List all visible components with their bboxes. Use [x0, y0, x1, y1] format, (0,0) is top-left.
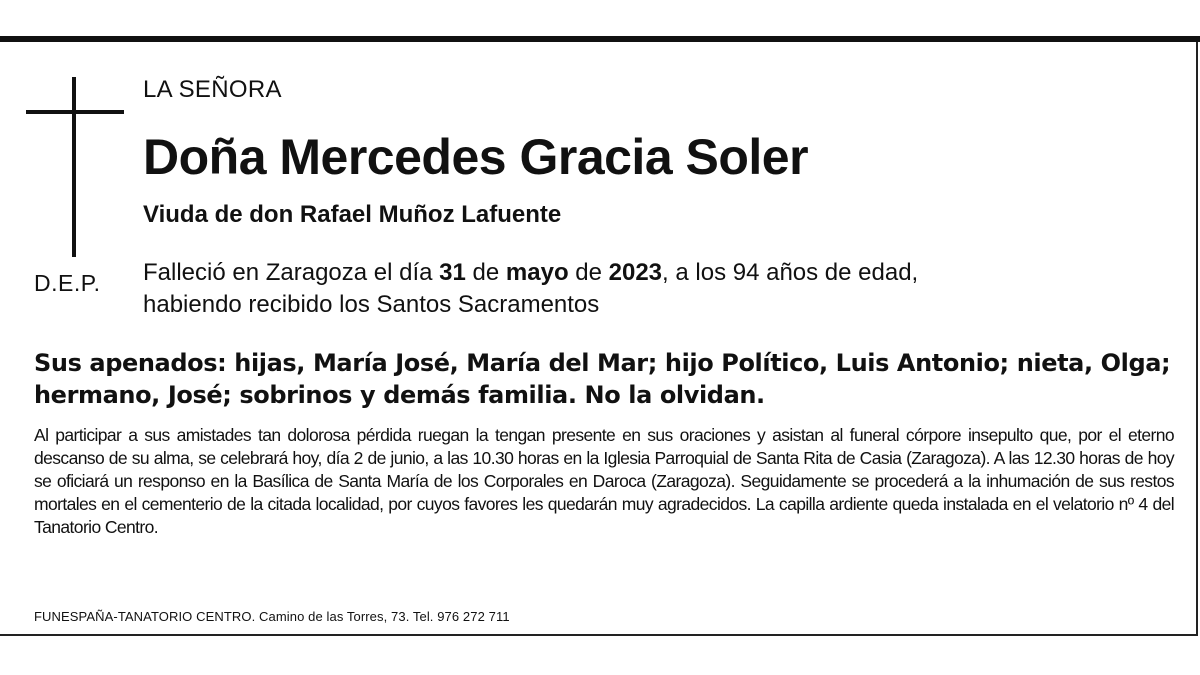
honorific: LA SEÑORA	[143, 76, 282, 103]
mourners-paragraph: Sus apenados: hijas, María José, María del Mar; hijo Político, Luis Antonio; nieta, Olga; hermano, José; sobrinos y demás familia. No la olvidan.	[34, 349, 1171, 409]
cross-horizontal-bar	[26, 110, 124, 114]
widow-of-line: Viuda de don Rafael Muñoz Lafuente	[143, 201, 562, 228]
funeral-details-paragraph: Al participar a sus amistades tan dolorosa pérdida ruegan la tengan presente en sus oraciones y asistan al funeral córpore insepulto que, por el eterno descanso de su alma, se celebrará hoy, día 2 de junio, a las 10.30 horas en la Iglesia Parroquial de Santa Rita de Casia (Zaragoza). A las 12.30 horas de hoy se oficiará un responso en la Basílica de Santa María de los Corporales en Daroca (Zaragoza). Seguidamente se procederá a la inhumación de sus restos mortales en el cementerio de la citada localidad, por cuyos favores les quedarán muy agradecidos. La capilla ardiente queda instalada en el velatorio nº 4 del Tanatorio Centro.	[34, 425, 1174, 537]
death-month: mayo	[505, 259, 569, 286]
death-details	[143, 257, 1163, 321]
death-text-2: de	[465, 259, 506, 286]
funeral-home-footer: FUNESPAÑA-TANATORIO CENTRO. Camino de las Torres, 73. Tel. 976 272 711	[34, 609, 510, 624]
deceased-name: Doña Mercedes Gracia Soler	[143, 129, 809, 185]
death-text-4: , a los 94 años de edad,	[662, 259, 919, 286]
death-year: 2023	[608, 259, 663, 286]
sacraments-line: habiendo recibido los Santos Sacramentos	[143, 291, 600, 318]
death-text-3: de	[568, 259, 609, 286]
death-text-1: Falleció en Zaragoza el día	[143, 259, 440, 286]
cross-vertical-bar	[72, 77, 76, 257]
death-day: 31	[439, 259, 466, 286]
dep-label: D.E.P.	[34, 270, 101, 296]
